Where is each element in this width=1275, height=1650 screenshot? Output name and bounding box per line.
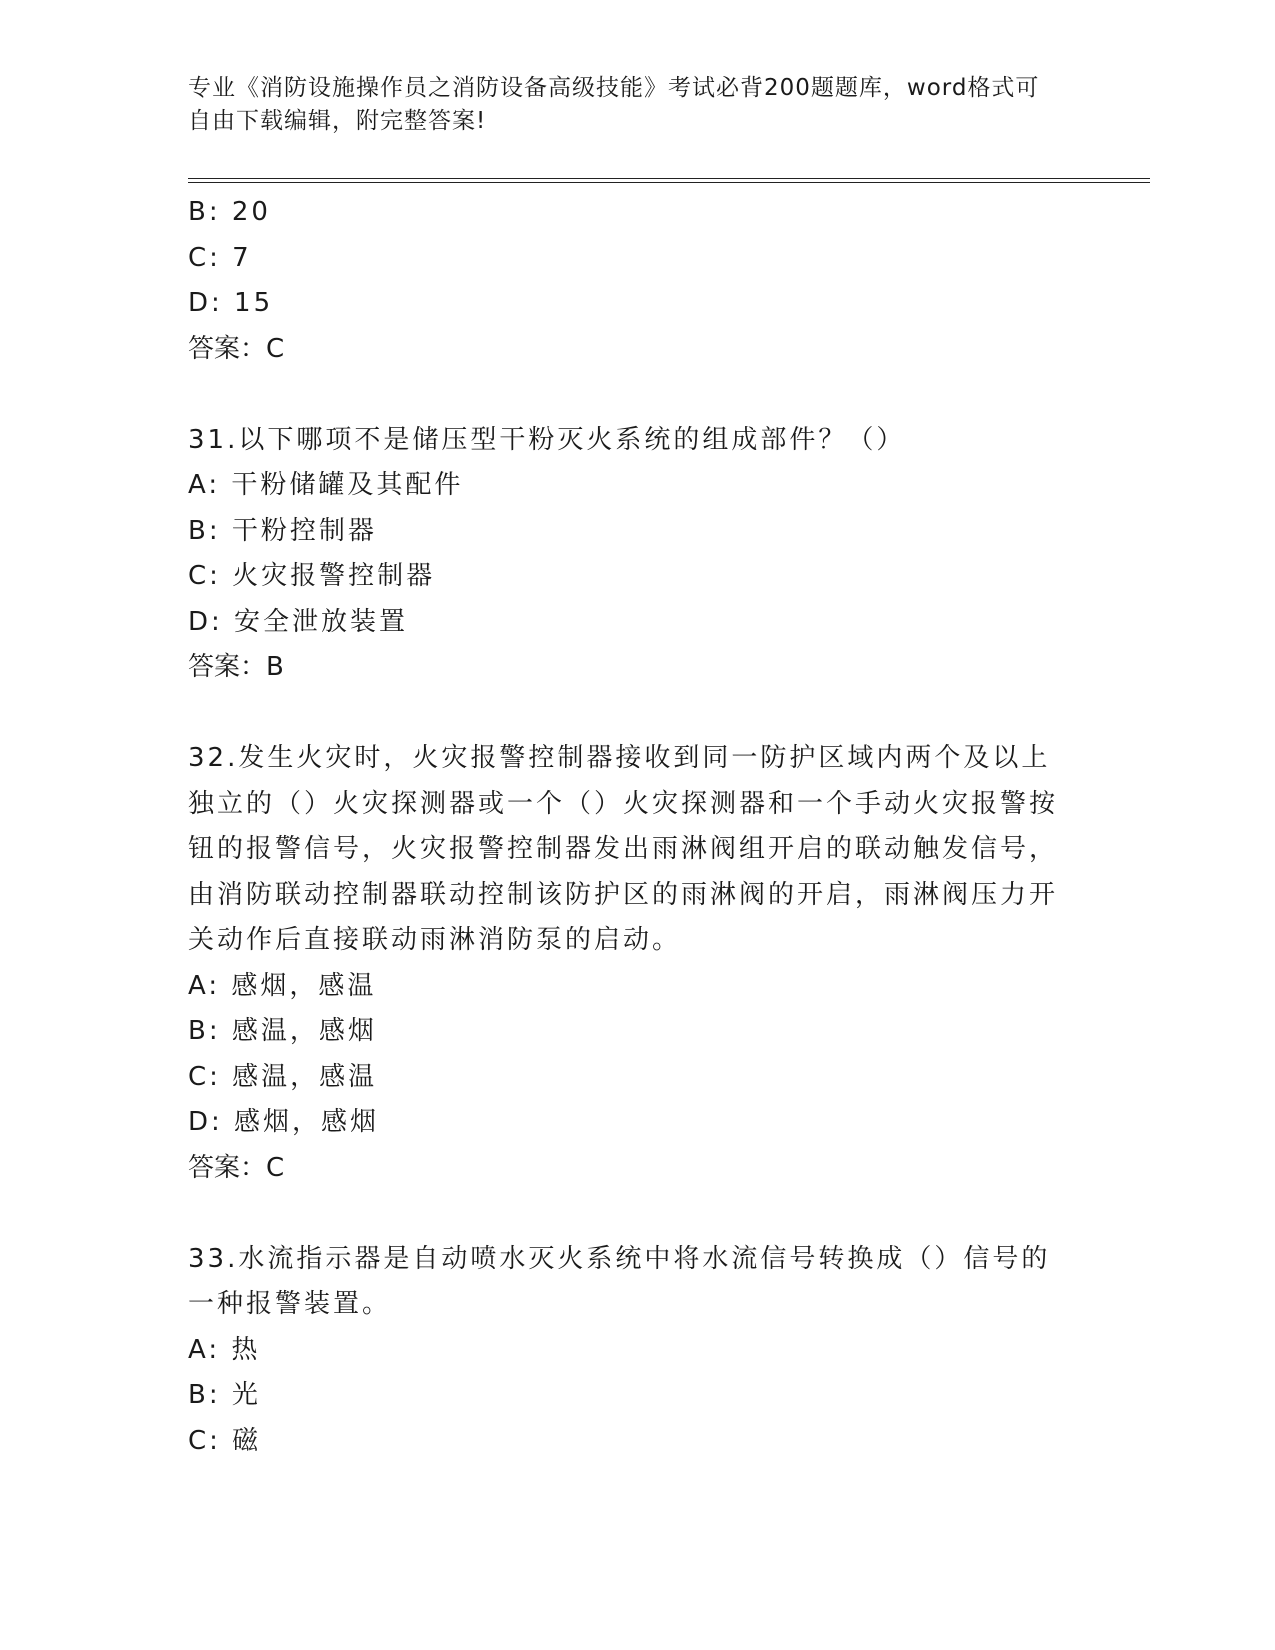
header-divider [188, 178, 1150, 183]
option-c: C: 磁 [188, 1425, 262, 1456]
question-text: 32.发生火灾时，火灾报警控制器接收到同一防护区域内两个及以上独立的（）火灾探测器或一个（）火灾探测器和一个手动火灾报警按钮的报警信号，火灾报警控制器发出雨淋阀组开启的联动触发信号，由消防联动控制器联动控制该防护区的雨淋阀的开启，雨淋阀压力开关动作后直接联动雨淋消防泵的启动。 [188, 743, 1059, 955]
question-30-block [188, 190, 1068, 372]
option-d: D: 安全泄放装置 [188, 606, 409, 637]
option-d: D: 感烟，感烟 [188, 1107, 380, 1137]
option-c: C: 7 [188, 242, 252, 273]
option-a: A: 干粉储罐及其配件 [188, 470, 464, 500]
header-line-1: 专业《消防设施操作员之消防设备高级技能》考试必背200题题库，word格式可 [188, 75, 1040, 101]
question-list [188, 190, 1068, 1464]
option-b: B: 20 [188, 197, 271, 227]
option-b: B: 感温，感烟 [188, 1016, 377, 1046]
header-line-2: 自由下载编辑，附完整答案! [188, 108, 487, 134]
question-text: 33.水流指示器是自动喷水灭火系统中将水流信号转换成（）信号的一种报警装置。 [188, 1243, 1051, 1319]
document-header [188, 72, 1068, 138]
option-c: C: 感温，感温 [188, 1061, 378, 1092]
option-b: B: 干粉控制器 [188, 515, 377, 546]
spacer [188, 1191, 1068, 1237]
answer-line: 答案：C [188, 1152, 285, 1183]
option-a: A: 热 [188, 1334, 261, 1365]
option-b: B: 光 [188, 1380, 261, 1410]
option-d: D: 15 [188, 288, 274, 318]
option-c: C: 火灾报警控制器 [188, 561, 436, 591]
spacer [188, 691, 1068, 737]
question-31-block [188, 418, 1068, 691]
option-a: A: 感烟，感温 [188, 970, 377, 1001]
answer-line: 答案：B [188, 652, 284, 682]
answer-line: 答案：C [188, 333, 285, 364]
question-33-block [188, 1237, 1068, 1465]
question-text: 31.以下哪项不是储压型干粉灭火系统的组成部件？（） [188, 424, 906, 455]
spacer [188, 372, 1068, 418]
question-32-block [188, 736, 1068, 1191]
